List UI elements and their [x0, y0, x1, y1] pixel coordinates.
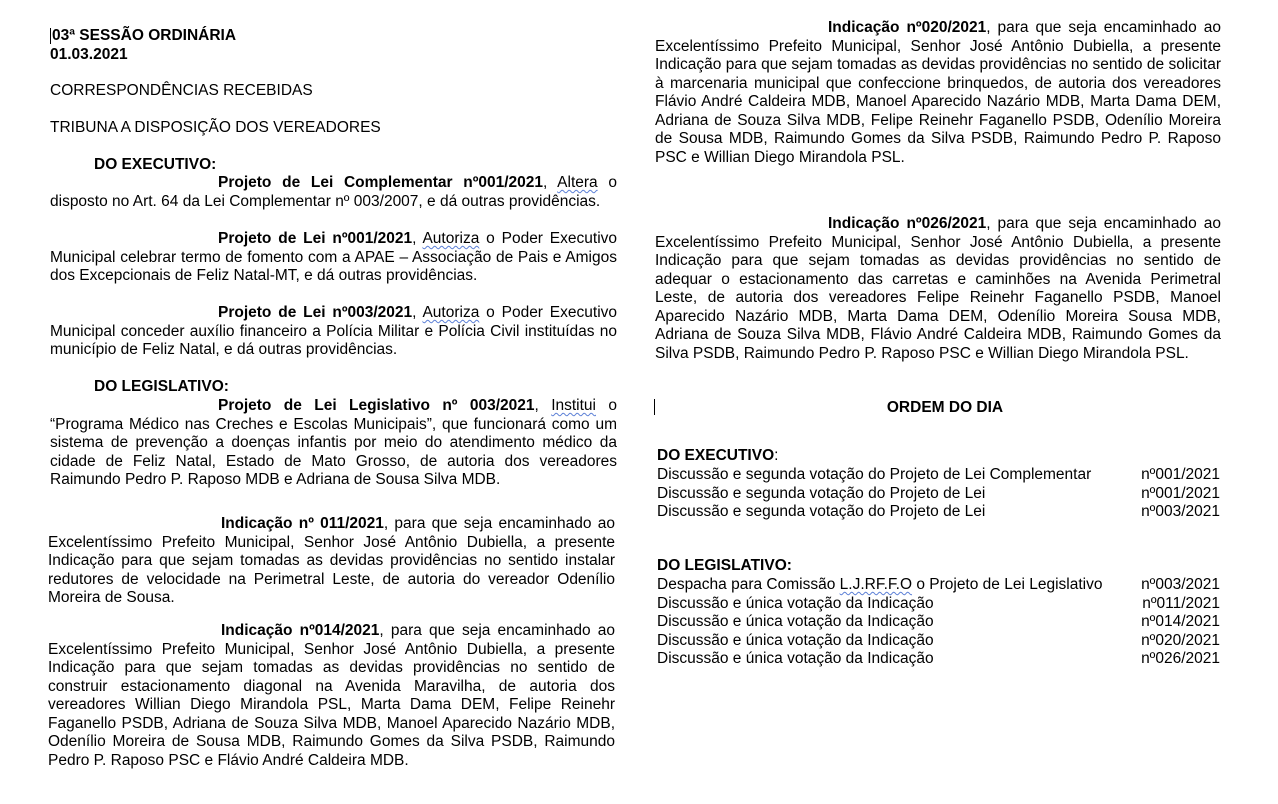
indicacao-014-text: , para que seja encaminhado ao Excelentíssimo Prefeito Municipal, Senhor José Antônio Dubiella, a presente Indicação para que sejam tomadas as devidas providências no sentido de construir estacionamento diagonal na Avenida Maravilha, de autoria dos vereadores Willian Diego Mirandola PSL, Marta Dama DEM, Felipe Reinehr Faganello PSDB, Adriana de Souza Silva MDB, Manoel Aparecido Nazário MDB, Odenílio Moreira de Sousa MDB, Raimundo Gomes da Silva PSDB, Raimundo Pedro P. Raposo PSC e Flávio André Caldeira MDB.: [48, 622, 615, 769]
indicacao-011: [48, 515, 615, 608]
exec-item-1-text: o disposto no Art. 64 da Lei Complementar nº 003/2007, e dá outras providências.: [50, 174, 617, 210]
agenda-desc: Discussão e segunda votação do Projeto de Lei: [657, 484, 986, 502]
indicacao-026-text: , para que seja encaminhado ao Excelentíssimo Prefeito Municipal, Senhor José Antônio Dubiella, a presente Indicação para que sejam tomadas as devidas providências no sentido de adequar o estacionamento das carretas e caminhões na Avenida Perimetral Leste, de autoria dos vereadores Felipe Reinehr Faganello PSDB, Manoel Aparecido Nazário MDB, Marta Dama DEM, Odenílio Moreira Sousa MDB, Adriana de Souza Silva MDB, Flávio André Caldeira MDB, Raimundo Gomes da Silva PSDB, Raimundo Pedro P. Raposo PSC e Willian Diego Mirandola PSL.: [655, 215, 1221, 362]
agenda-desc: Discussão e segunda votação do Projeto de Lei Complementar: [657, 466, 1092, 483]
agenda-desc: Discussão e única votação da Indicação: [657, 650, 934, 667]
leg-item-1-verb: Institui: [551, 397, 596, 414]
sep: ,: [543, 174, 558, 191]
indicacao-026-title: Indicação nº026/2021: [828, 215, 987, 232]
leg-item-1-text: o “Programa Médico nas Creches e Escolas Municipais”, que funcionará como um sistema de prevenção a doenças infantis por meio do atendimento médico da cidade de Feliz Natal, Estado de Mato Grosso, de autoria dos vereadores Raimundo Pedro P. Raposo MDB e Adriana de Sousa Silva MDB.: [50, 397, 617, 488]
indicacao-020: [655, 19, 1221, 167]
exec-item-3-verb: Autoriza: [422, 304, 480, 321]
agenda-desc: [657, 576, 1102, 595]
indicacao-014: [48, 622, 615, 770]
leg-item-1-title: Projeto de Lei Legislativo nº 003/2021: [218, 397, 535, 414]
agenda-desc-part: Despacha para Comissão: [657, 576, 840, 593]
ordem-do-dia-title: ORDEM DO DIA: [886, 399, 1004, 416]
agenda-desc: Discussão e única votação da Indicação: [657, 613, 934, 630]
agenda-row: [657, 485, 1220, 504]
tribuna-heading: TRIBUNA A DISPOSIÇÃO DOS VEREADORES: [50, 119, 381, 136]
indicacao-026: [655, 215, 1221, 363]
sep: ,: [412, 230, 423, 247]
legislativo-heading: DO LEGISLATIVO:: [94, 378, 229, 395]
agenda-row: [657, 632, 1220, 651]
indicacao-020-text: , para que seja encaminhado ao Excelentíssimo Prefeito Municipal, Senhor José Antônio Dubiella, a presente Indicação para que sejam tomadas as devidas providências no sentido de solicitar à marcenaria municipal que confeccione brinquedos, de autoria dos vereadores Flávio André Caldeira MDB, Manoel Aparecido Nazário MDB, Marta Dama DEM, Adriana de Souza Silva MDB, Felipe Reinehr Faganello PSDB, Odenílio Moreira de Sousa MDB, Raimundo Gomes da Silva PSDB, Raimundo Pedro P. Raposo PSC e Willian Diego Mirandola PSL.: [655, 19, 1221, 166]
agenda-row: [657, 650, 1220, 669]
agenda-row: [657, 576, 1220, 595]
agenda-row: [657, 613, 1220, 632]
agenda-num: nº001/2021: [1141, 484, 1220, 502]
agenda-desc: Discussão e segunda votação do Projeto de Lei: [657, 503, 986, 520]
exec-item-1-verb: Altera: [557, 174, 598, 191]
leg-item-1: [50, 397, 617, 490]
ordem-exec-heading-label: DO EXECUTIVO: [657, 447, 775, 464]
sep: ,: [412, 304, 423, 321]
agenda-desc-part: o Projeto de Lei Legislativo: [912, 576, 1103, 593]
indicacao-020-title: Indicação nº020/2021: [828, 19, 987, 36]
comissao-code: L.J.RF.F.O: [839, 576, 913, 593]
indicacao-014-title: Indicação nº014/2021: [221, 622, 380, 639]
session-date: 01.03.2021: [50, 46, 128, 63]
exec-item-1: [50, 174, 617, 211]
exec-item-2-text: o Poder Executivo Municipal celebrar termo de fomento com a APAE – Associação de Pais e Amigos dos Excepcionais de Feliz Natal-MT, e dá outras providências.: [50, 230, 618, 284]
agenda-num: nº001/2021: [1141, 466, 1220, 483]
ordem-exec-list: [657, 466, 1220, 522]
agenda-num: nº003/2021: [1141, 576, 1220, 593]
sep: ,: [534, 397, 552, 414]
agenda-num: nº014/2021: [1141, 613, 1220, 630]
agenda-num: nº026/2021: [1141, 650, 1220, 667]
indicacao-011-title: Indicação nº 011/2021: [221, 515, 384, 532]
colon: :: [774, 447, 779, 464]
agenda-row: [657, 595, 1220, 614]
indicacao-011-text: , para que seja encaminhado ao Excelentíssimo Prefeito Municipal, Senhor José Antônio Dubiella, a presente Indicação para que sejam tomadas as devidas providências no sentido instalar redutores de velocidade na Perimetral Leste, de autoria do vereador Odenílio Moreira de Sousa.: [48, 515, 615, 606]
correspondencias-heading: CORRESPONDÊNCIAS RECEBIDAS: [50, 82, 313, 99]
agenda-desc: Discussão e única votação da Indicação: [657, 594, 934, 612]
exec-item-1-title: Projeto de Lei Complementar nº001/2021: [218, 174, 543, 191]
session-title: 03ª SESSÃO ORDINÁRIA: [52, 27, 237, 44]
agenda-num: nº011/2021: [1142, 594, 1220, 612]
ordem-leg-list: [657, 576, 1220, 669]
exec-item-2-verb: Autoriza: [422, 230, 480, 247]
exec-item-3-text: o Poder Executivo Municipal conceder auxílio financeiro a Polícia Militar e Polícia Civil instituídas no município de Feliz Natal, e dá outras providências.: [50, 304, 618, 358]
exec-item-2-title: Projeto de Lei nº001/2021: [218, 230, 413, 247]
exec-item-2: [50, 230, 617, 286]
exec-item-3: [50, 304, 617, 360]
agenda-desc: Discussão e única votação da Indicação: [657, 631, 934, 649]
agenda-num: nº003/2021: [1141, 503, 1220, 520]
ordem-exec-heading: [657, 447, 778, 466]
agenda-row: [657, 466, 1220, 485]
text-cursor: [50, 28, 51, 44]
executivo-heading: DO EXECUTIVO:: [94, 156, 217, 173]
agenda-row: [657, 503, 1220, 522]
agenda-num: nº020/2021: [1141, 631, 1220, 649]
exec-item-3-title: Projeto de Lei nº003/2021: [218, 304, 413, 321]
ordem-leg-heading: DO LEGISLATIVO:: [657, 557, 792, 574]
